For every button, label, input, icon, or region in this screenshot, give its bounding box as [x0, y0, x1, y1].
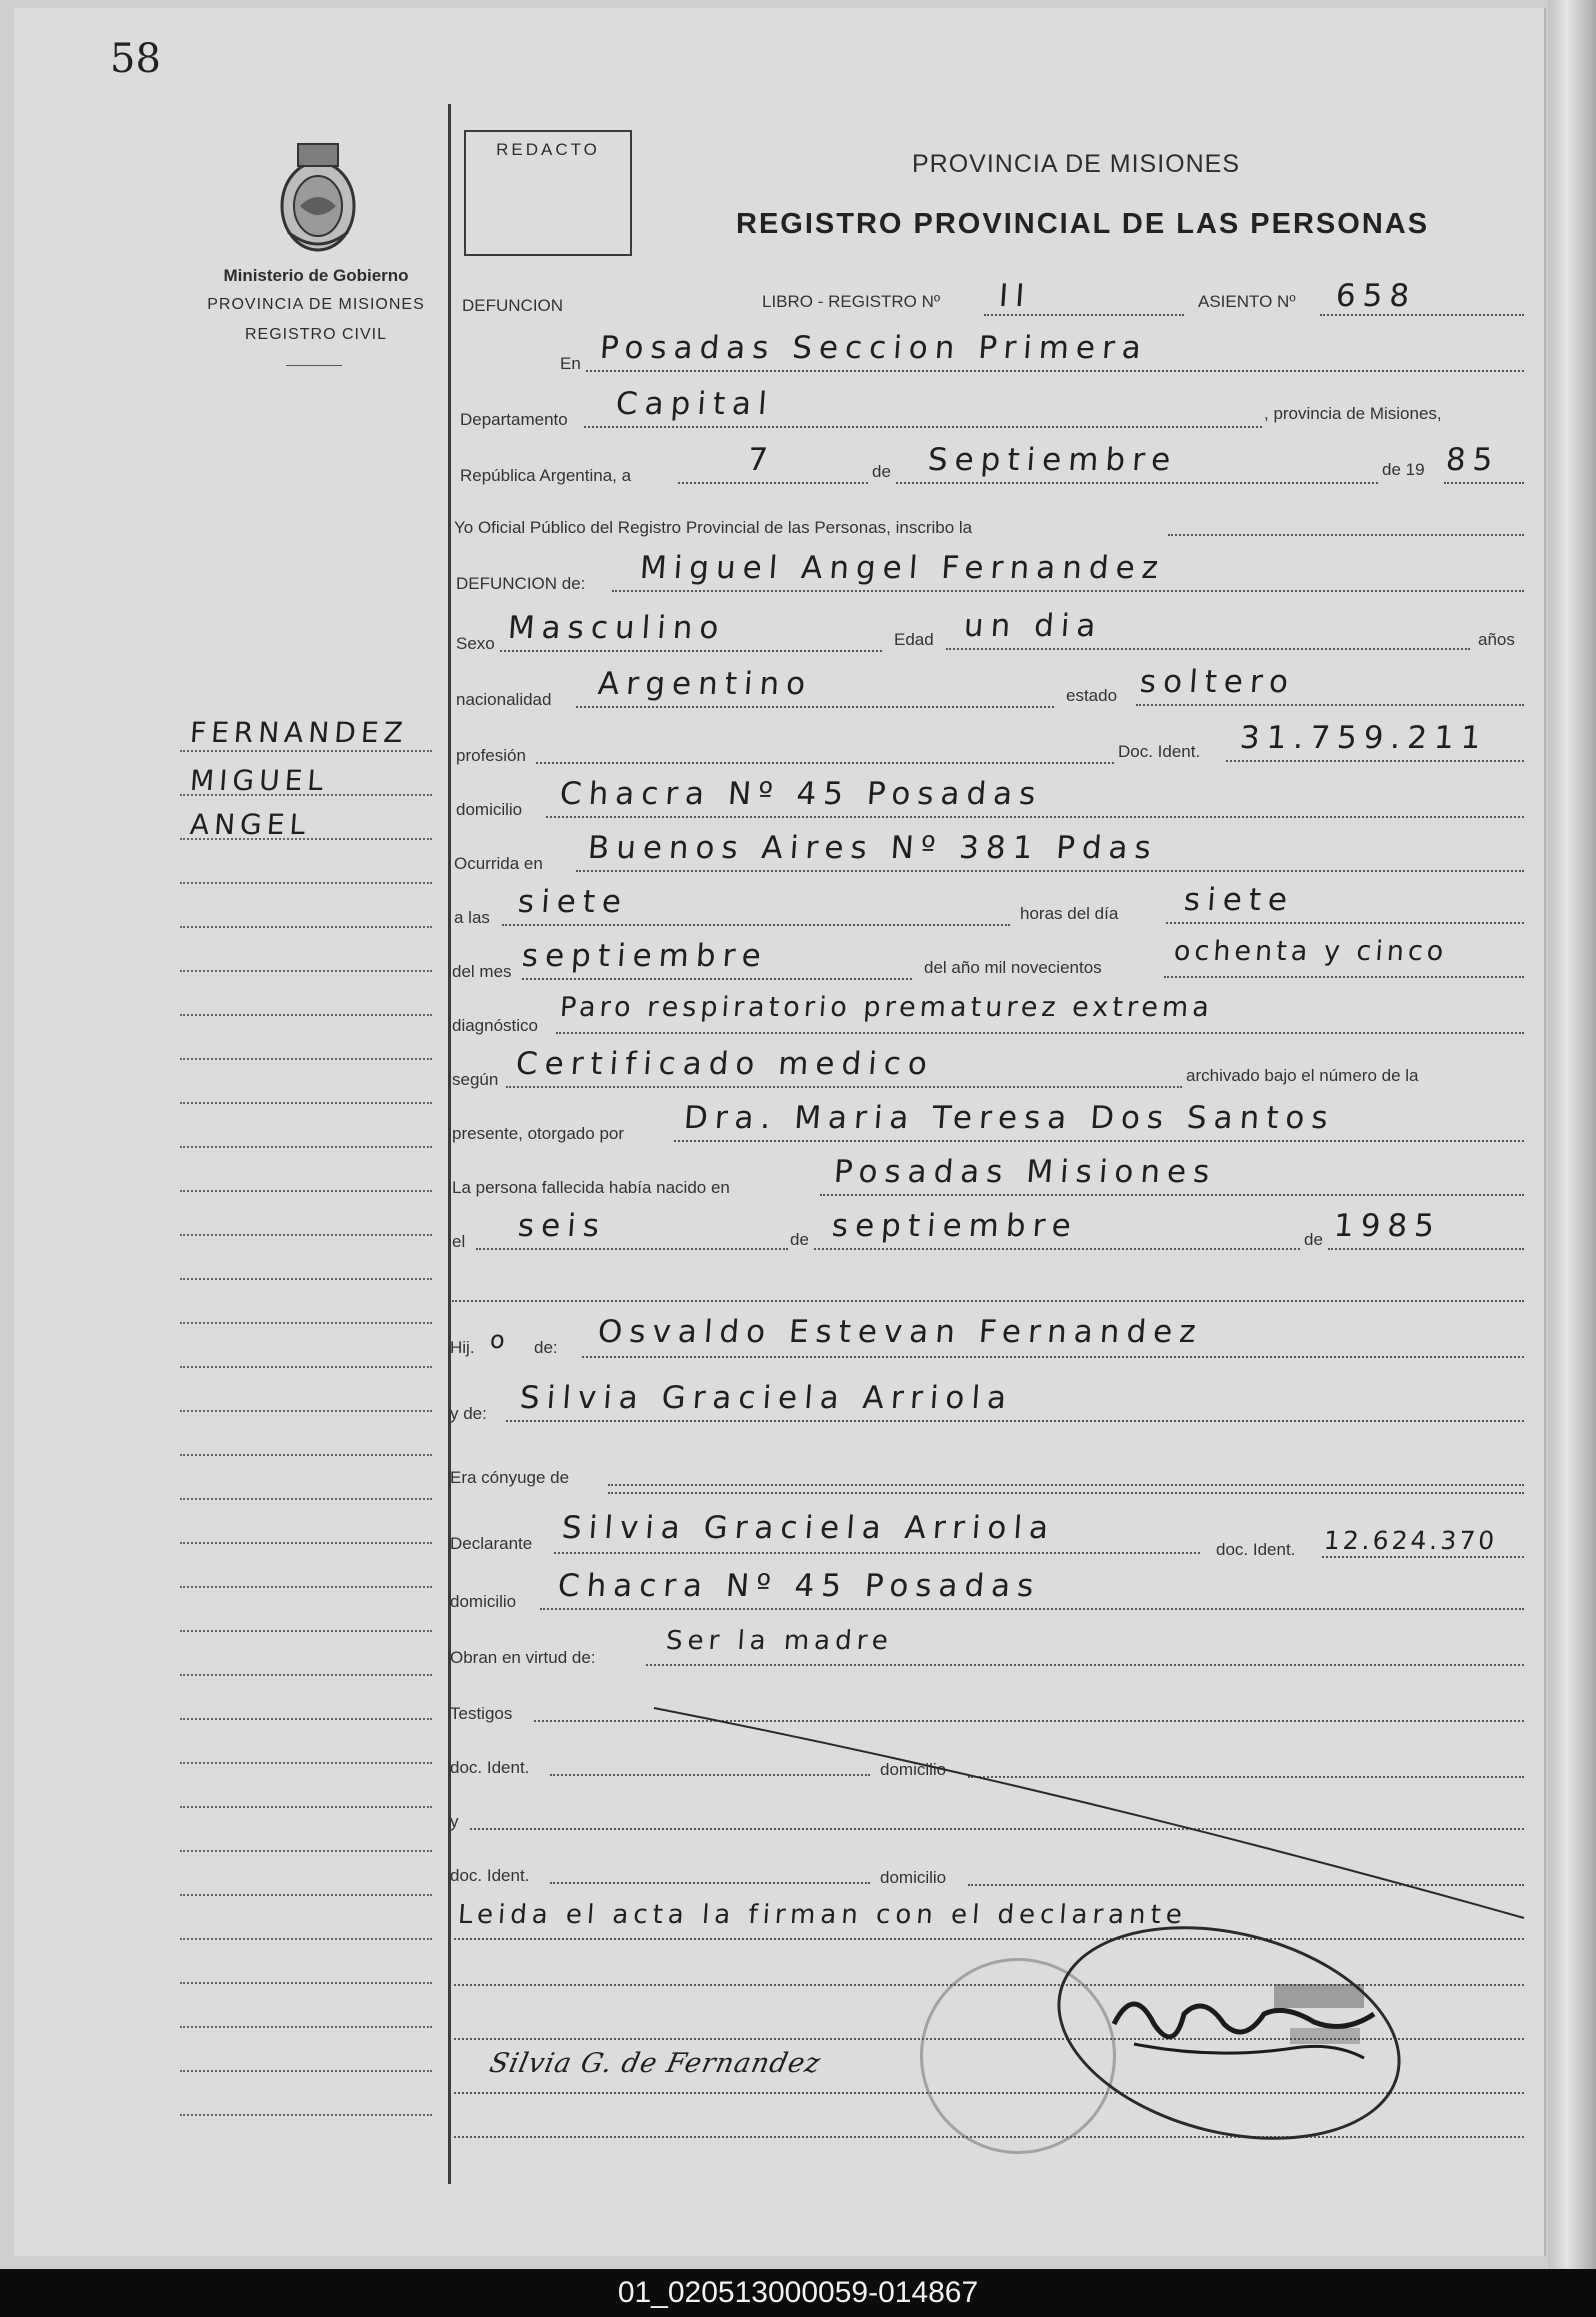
declarante-doc-line [1322, 1556, 1524, 1558]
conyuge-line-2 [608, 1492, 1524, 1494]
nac-dia-value: seis [516, 1208, 608, 1244]
estado-label: estado [1066, 686, 1118, 705]
mes-texto-line [522, 978, 912, 980]
testigo1-domicilio-label: domicilio [880, 1760, 947, 1779]
otorgado-line [674, 1140, 1524, 1142]
yo-oficial-line [1168, 534, 1524, 536]
declarante-domicilio-value: Chacra Nº 45 Posadas [556, 1568, 1042, 1604]
nac-mes-value: septiembre [830, 1208, 1080, 1244]
margin-line [180, 1454, 432, 1456]
nac-ano-value: 1985 [1332, 1208, 1443, 1244]
obran-label: Obran en virtud de: [450, 1648, 596, 1667]
declarante-doc-label: doc. Ident. [1216, 1540, 1296, 1559]
margin-line [180, 1850, 432, 1852]
ocurrida-line [576, 870, 1524, 872]
ano-value: 85 [1444, 442, 1501, 478]
declarante-doc-value: 12.624.370 [1322, 1526, 1499, 1555]
page-number: 58 [110, 36, 161, 82]
archivado-label: archivado bajo el número de la [1186, 1066, 1419, 1085]
diagnostico-line [556, 1032, 1524, 1034]
edad-line [946, 648, 1470, 650]
segun-line [506, 1086, 1182, 1088]
fallecido-value: Miguel Angel Fernandez [638, 550, 1167, 586]
closing-value: Leida el acta la firman con el declarante [456, 1900, 1188, 1930]
madre-line [506, 1420, 1524, 1422]
obran-line [646, 1664, 1524, 1666]
en-label: En [560, 354, 581, 373]
margin-line [180, 882, 432, 884]
libro-line [984, 314, 1184, 316]
asiento-line [1320, 314, 1524, 316]
ministry-label: Ministerio de Gobierno [223, 266, 409, 285]
domicilio-line [546, 816, 1524, 818]
margin-line [180, 794, 432, 796]
hora-value: siete [516, 884, 630, 920]
ano-texto-line [1164, 976, 1524, 978]
otorgado-value: Dra. Maria Teresa Dos Santos [682, 1100, 1336, 1136]
el-label: el [452, 1232, 466, 1251]
margin-line [180, 1278, 432, 1280]
asiento-label: ASIENTO Nº [1198, 292, 1296, 311]
nac-mes-line [814, 1248, 1300, 1250]
estado-value: soltero [1138, 664, 1297, 700]
horas-del-dia-label: horas del día [1020, 904, 1119, 923]
domicilio-value: Chacra Nº 45 Posadas [558, 776, 1044, 812]
segun-label: según [452, 1070, 499, 1089]
testigo2-doc-label: doc. Ident. [450, 1866, 530, 1885]
defuncion-de-label: DEFUNCION de: [456, 574, 586, 593]
del-ano-label: del año mil novecientos [924, 958, 1102, 977]
en-value: Posadas Seccion Primera [598, 330, 1150, 366]
sexo-value: Masculino [506, 610, 727, 646]
blank-line-1 [452, 1300, 1524, 1302]
presente-label: presente, otorgado por [452, 1124, 625, 1143]
segun-value: Certificado medico [514, 1046, 936, 1082]
libro-label: LIBRO - REGISTRO Nº [762, 292, 941, 311]
departamento-label: Departamento [460, 410, 568, 429]
del-mes-label: del mes [452, 962, 512, 981]
margin-line [180, 1982, 432, 1984]
nac-de-label: de [790, 1230, 809, 1249]
declarant-signature: Silvia G. de Fernandez [486, 2048, 824, 2079]
province-label: PROVINCIA DE MISIONES [207, 296, 425, 313]
hijo-value: o [489, 1326, 513, 1354]
margin-line [180, 1542, 432, 1544]
declarante-value: Silvia Graciela Arriola [560, 1510, 1057, 1546]
margin-line [180, 926, 432, 928]
register-sheet [14, 8, 1546, 2256]
margin-line [180, 1146, 432, 1148]
profesion-label: profesión [456, 746, 526, 765]
nac-de2-label: de [1304, 1230, 1323, 1249]
margin-surname: FERNANDEZ [188, 716, 409, 749]
domicilio-label: domicilio [456, 800, 523, 819]
republica-label: República Argentina, a [460, 466, 632, 485]
conyuge-line [608, 1484, 1524, 1486]
departamento-value: Capital [614, 386, 775, 422]
testigos-label: Testigos [450, 1704, 513, 1723]
madre-value: Silvia Graciela Arriola [518, 1380, 1015, 1416]
doc-ident-label: Doc. Ident. [1118, 742, 1201, 761]
edad-value: un dia [962, 608, 1104, 644]
margin-line [180, 1586, 432, 1588]
nacionalidad-label: nacionalidad [456, 690, 552, 709]
redacto-label: REDACTO [496, 140, 600, 159]
asiento-value: 658 [1334, 278, 1418, 314]
hora-line [502, 924, 1010, 926]
dia-texto-value: siete [1182, 882, 1296, 918]
margin-line [180, 1014, 432, 1016]
de-label: de [872, 462, 891, 481]
margin-line [180, 838, 432, 840]
header-registry: REGISTRO PROVINCIAL DE LAS PERSONAS [736, 208, 1430, 240]
margin-line [180, 1718, 432, 1720]
margin-line [180, 1938, 432, 1940]
declarante-domicilio-line [540, 1608, 1524, 1610]
nacido-label: La persona fallecida había nacido en [452, 1178, 730, 1197]
ocurrida-value: Buenos Aires Nº 381 Pdas [586, 830, 1160, 866]
margin-line [180, 1366, 432, 1368]
declarante-domicilio-label: domicilio [450, 1592, 517, 1611]
margin-line [180, 1894, 432, 1896]
nacionalidad-value: Argentino [596, 666, 814, 702]
hij-label: Hij. [450, 1338, 475, 1357]
testigo1-doc-label: doc. Ident. [450, 1758, 530, 1777]
yo-oficial-label: Yo Oficial Público del Registro Provincial de las Personas, inscribo la [454, 518, 973, 537]
scan-id: 01_020513000059-014867 [0, 2269, 1596, 2317]
redacto-box [464, 130, 632, 256]
dia-line [678, 482, 868, 484]
estado-line [1136, 704, 1524, 706]
civil-registry-label: REGISTRO CIVIL [244, 326, 388, 343]
margin-line [180, 1410, 432, 1412]
margin-secondname: ANGEL [188, 808, 312, 841]
doc-value: 31.759.211 [1238, 720, 1489, 756]
header-province: PROVINCIA DE MISIONES [912, 150, 1241, 178]
edad-label: Edad [894, 630, 934, 649]
y-de-label: y de: [450, 1404, 487, 1423]
provincia-label: , provincia de Misiones, [1264, 404, 1442, 423]
fallecido-line [612, 590, 1524, 592]
margin-line [180, 1498, 432, 1500]
a-las-label: a las [454, 908, 490, 927]
declarante-label: Declarante [450, 1534, 533, 1553]
dia-texto-line [1166, 922, 1524, 924]
doc-line [1226, 760, 1524, 762]
sexo-line [500, 650, 882, 652]
nacionalidad-line [576, 706, 1054, 708]
defuncion-label: DEFUNCION [462, 296, 564, 315]
margin-firstname: MIGUEL [188, 764, 330, 797]
nacido-line [820, 1194, 1524, 1196]
sexo-label: Sexo [456, 634, 495, 653]
margin-line [180, 970, 432, 972]
conyuge-label: Era cónyuge de [450, 1468, 570, 1487]
closing-line [454, 1938, 1524, 1940]
padre-line [582, 1356, 1524, 1358]
obran-value: Ser la madre [664, 1626, 894, 1656]
official-signature-icon [1094, 1964, 1394, 2114]
margin-line [180, 1322, 432, 1324]
ano-texto-value: ochenta y cinco [1172, 936, 1449, 967]
nacido-value: Posadas Misiones [832, 1154, 1218, 1190]
page-edge [1548, 0, 1596, 2269]
margin-line [180, 750, 432, 752]
testigo2-domicilio-label: domicilio [880, 1868, 947, 1887]
margin-line [180, 2070, 432, 2072]
de-19-label: de 19 [1382, 460, 1425, 479]
mes-value: Septiembre [926, 442, 1179, 478]
y-label: y [450, 1812, 459, 1831]
ocurrida-label: Ocurrida en [454, 854, 543, 873]
margin-line [180, 2026, 432, 2028]
diagnostico-label: diagnóstico [452, 1016, 539, 1035]
hij-de-label: de: [534, 1338, 558, 1357]
en-line [586, 370, 1524, 372]
margin-line [180, 1058, 432, 1060]
margin-line [180, 1630, 432, 1632]
ministry-divider [286, 365, 342, 366]
mes-line [896, 482, 1378, 484]
ano-line [1444, 482, 1524, 484]
diagnostico-value: Paro respiratorio prematurez extrema [558, 992, 1214, 1023]
margin-line [180, 1234, 432, 1236]
mes-texto-value: septiembre [520, 938, 770, 974]
margin-line [180, 1674, 432, 1676]
declarante-line [554, 1552, 1200, 1554]
strike-line [644, 1678, 1544, 1928]
margin-line [180, 2114, 432, 2116]
margin-line [180, 1762, 432, 1764]
dia-value: 7 [746, 442, 776, 478]
margin-line [180, 1102, 432, 1104]
nac-ano-line [1328, 1248, 1524, 1250]
departamento-line [584, 426, 1262, 428]
padre-value: Osvaldo Estevan Fernandez [596, 1314, 1204, 1350]
margin-line [180, 1190, 432, 1192]
margin-line [180, 1806, 432, 1808]
libro-value: II [997, 278, 1033, 314]
profesion-line [536, 762, 1114, 764]
coat-of-arms-icon [270, 136, 366, 260]
anos-label: años [1478, 630, 1515, 649]
nac-dia-line [476, 1248, 788, 1250]
